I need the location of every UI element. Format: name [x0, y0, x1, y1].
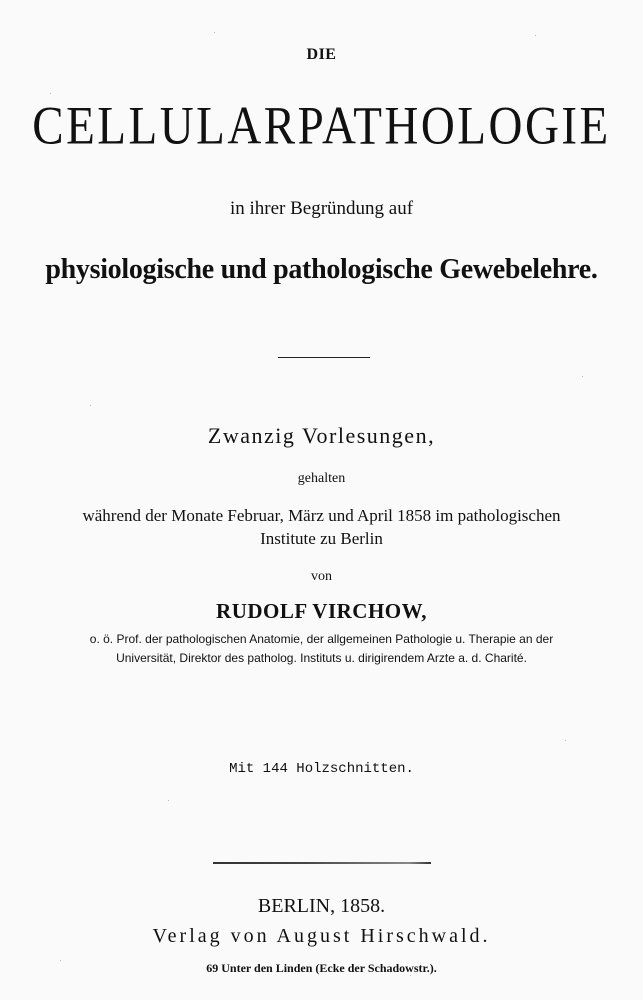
- paper-speck: [50, 93, 51, 94]
- paper-speck: [582, 376, 583, 377]
- subtitle-line-2: physiologische und pathologische Gewebelehre.: [45, 254, 598, 285]
- imprint-address: 69 Unter den Linden (Ecke der Schadowstr.).: [206, 961, 437, 975]
- author-name: RUDOLF VIRCHOW,: [216, 599, 427, 623]
- title-article: DIE: [306, 46, 337, 63]
- held-text: gehalten: [297, 471, 346, 486]
- subtitle-line-1: in ihrer Begründung auf: [229, 198, 414, 219]
- paper-speck: [410, 975, 411, 976]
- paper-speck: [168, 800, 169, 801]
- paper-speck: [90, 405, 91, 406]
- author-affiliation-line-1: o. ö. Prof. der pathologischen Anatomie, der allgemeinen Pathologie u. Therapie an der: [89, 632, 554, 646]
- divider-rule-top: [278, 357, 370, 358]
- by-text: von: [311, 569, 332, 584]
- paper-speck: [60, 960, 61, 961]
- main-title: CELLULARPATHOLOGIE: [32, 96, 611, 157]
- imprint-publisher: Verlag von August Hirschwald.: [152, 925, 491, 947]
- illustrations-note: Mit 144 Holzschnitten.: [229, 761, 414, 777]
- period-line-1: während der Monate Februar, März und April 1858 im pathologischen: [82, 506, 561, 525]
- divider-rule-bottom: [213, 862, 431, 864]
- author-affiliation-line-2: Universität, Direktor des patholog. Instituts u. dirigirendem Arzte a. d. Charité.: [116, 651, 527, 665]
- paper-speck: [214, 32, 215, 33]
- period-line-2: Institute zu Berlin: [260, 529, 383, 548]
- paper-speck: [535, 35, 536, 36]
- lectures-heading: Zwanzig Vorlesungen,: [207, 423, 436, 448]
- imprint-place-year: BERLIN, 1858.: [257, 895, 386, 917]
- paper-speck: [565, 740, 566, 741]
